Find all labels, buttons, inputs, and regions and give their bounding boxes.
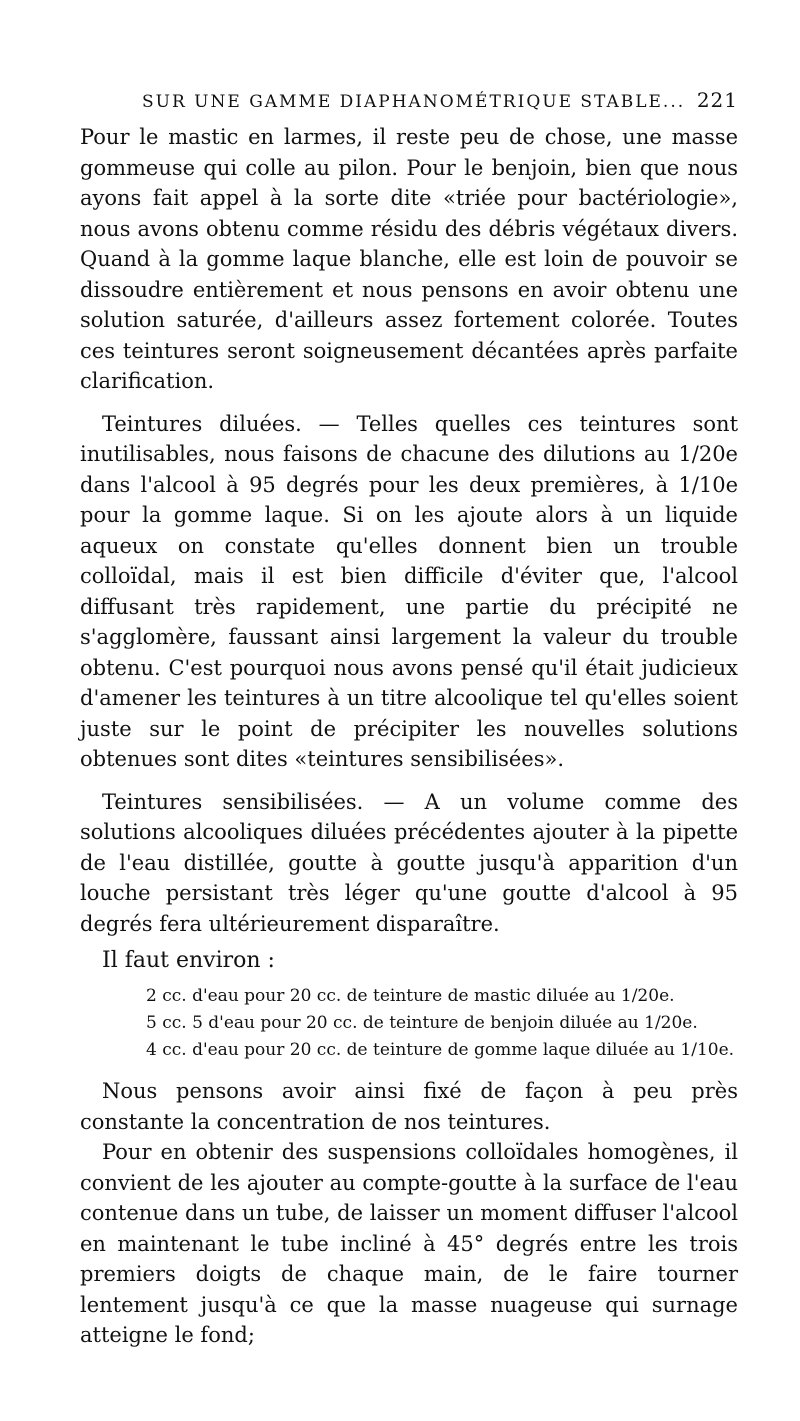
list-item: 4 cc. d'eau pour 20 cc. de teinture de gomme laque diluée au 1/10e. — [146, 1040, 735, 1060]
paragraph-4: Nous pensons avoir ainsi fixé de façon à peu près constante la concentration de nos teintures. — [80, 1079, 738, 1134]
paragraph-2-text: Telles quelles ces teintures sont inutilisables, nous faisons de chacune des dilutions au 1/20e dans l'alcool à 95 degrés pour les deux premières, à 1/10e pour la gomme laque. Si on les ajoute alors à un liquide aqueux on constate qu'elles donnent bien un trouble colloïdal, mais il est bien difficile d'éviter que, l'alcool diffusant très rapidement, une partie du précipité ne s'agglomère, faussant ainsi largement la valeur du trouble obtenu. C'est pourquoi nous avons pensé qu'il était judicieux d'amener les teintures à un titre alcoolique tel qu'elles soient juste sur le point de précipiter les nouvelles solutions obtenues sont dites «teintures sensibilisées». — [80, 411, 739, 771]
section-label-teintures-sensibilisees: Teintures sensibilisées. — — [102, 789, 405, 814]
page-number: 221 — [696, 88, 738, 112]
running-title: SUR UNE GAMME DIAPHANOMÉTRIQUE STABLE... — [142, 92, 686, 112]
paragraph-3-text: A un volume comme des solutions alcooliques diluées précédentes ajouter à la pipette de l'eau distillée, goutte à goutte jusqu'à apparition d'un louche persistant très léger qu'une goutte d'alcool à 95 degrés fera ultérieurement disparaître. — [80, 789, 738, 936]
paragraph-1: Pour le mastic en larmes, il reste peu de chose, une masse gommeuse qui colle au pilon. Pour le benjoin, bien que nous ayons fait appel à la sorte dite «triée pour bactériologie», nous avons obtenu comme résidu des débris végétaux divers. Quand à la gomme laque blanche, elle est loin de pouvoir se dissoudre entièrement et nous pensons en avoir obtenu une solution saturée, d'ailleurs assez fortement colorée. Toutes ces teintures seront soigneusement décantées après parfaite clarification. — [80, 125, 738, 393]
section-label-teintures-diluees: Teintures diluées. — — [102, 411, 340, 436]
paragraph-5: Pour en obtenir des suspensions colloïdales homogènes, il convient de les ajouter au compte-goutte à la surface de l'eau contenue dans un tube, de laisser un moment diffuser l'alcool en maintenant le tube incliné à 45° degrés entre les trois premiers doigts de chaque main, de le faire tourner lentement jusqu'à ce que la masse nuageuse qui surnage atteigne le fond; — [80, 1140, 738, 1347]
il-faut-heading: Il faut environ : — [102, 948, 275, 973]
page — [80, 88, 738, 1351]
running-header — [80, 88, 738, 112]
quantity-list — [80, 983, 738, 1064]
list-item: 5 cc. 5 d'eau pour 20 cc. de teinture de benjoin diluée au 1/20e. — [146, 1013, 698, 1033]
paragraph-3 — [80, 787, 738, 940]
paragraph-2 — [80, 409, 738, 775]
list-item: 2 cc. d'eau pour 20 cc. de teinture de mastic diluée au 1/20e. — [146, 986, 675, 1006]
